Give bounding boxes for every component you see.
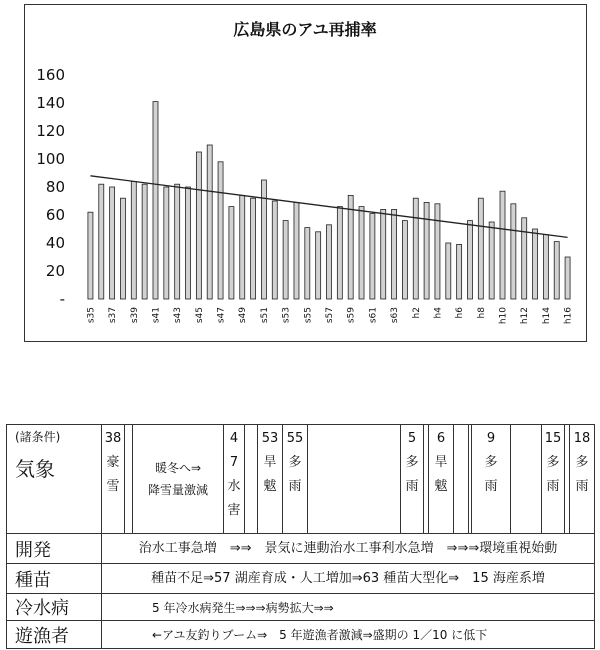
weather-text: 多: [575, 455, 589, 470]
bar-series: [88, 102, 570, 299]
weather-text: 魃: [263, 479, 277, 494]
weather-text: 害: [227, 503, 241, 518]
weather-label-cell: [7, 425, 102, 534]
weather-text: 38: [104, 431, 122, 446]
bar-s52: [272, 201, 277, 299]
x-tick-label: s37: [108, 307, 119, 324]
weather-cell: [401, 425, 424, 534]
bar-h1: [402, 221, 407, 299]
bar-s55: [305, 228, 310, 299]
weather-cell: [283, 425, 308, 534]
weather-cell-narrow: [125, 425, 133, 534]
y-tick-label: 120: [36, 122, 65, 140]
weather-cell: [258, 425, 283, 534]
bar-h14: [543, 235, 548, 299]
x-tick-label: s45: [194, 307, 205, 324]
weather-text: 雨: [575, 479, 589, 494]
weather-text: 15: [544, 431, 562, 446]
bar-s44: [186, 187, 191, 299]
bar-s39: [131, 181, 136, 299]
weather-text: 雨: [546, 479, 560, 494]
row-text: 治水工事急増 ⇒⇒ 景気に連動治水工事利水急増 ⇒⇒⇒環境重視始動: [102, 534, 595, 564]
weather-text: 暖冬へ⇒: [154, 461, 202, 475]
x-axis: [86, 307, 573, 324]
bar-h7: [467, 221, 472, 299]
weather-text: 55: [286, 431, 304, 446]
weather-text: 53: [261, 431, 279, 446]
weather-cell: [542, 425, 565, 534]
bar-s48: [229, 207, 234, 299]
y-tick-label: 160: [36, 66, 65, 84]
weather-text: 多: [288, 455, 302, 470]
x-tick-label: s49: [238, 307, 249, 324]
weather-label: 気象: [15, 457, 55, 481]
bar-s62: [381, 209, 386, 299]
weather-text: 雨: [288, 479, 302, 494]
y-axis: [36, 66, 65, 308]
x-tick-label: s63: [390, 307, 401, 324]
x-tick-label: s39: [129, 307, 140, 324]
row-text: 種苗不足⇒57 湖産育成・人工増加⇒63 種苗大型化⇒ 15 海産系増: [102, 564, 595, 594]
weather-cell-empty: [511, 425, 542, 534]
y-tick-label: 80: [45, 178, 65, 196]
x-tick-label: h10: [498, 307, 509, 325]
chart-title: 広島県のアユ再捕率: [233, 20, 377, 39]
y-tick-label: 40: [45, 234, 65, 252]
y-tick-label: 140: [36, 94, 65, 112]
bar-s63: [392, 209, 397, 299]
bar-s60: [359, 207, 364, 299]
x-tick-label: s51: [259, 307, 270, 324]
bar-h10: [500, 191, 505, 299]
weather-cell: [472, 425, 511, 534]
bar-s61: [370, 214, 375, 299]
bar-h16: [565, 257, 570, 299]
bar-s49: [240, 195, 245, 299]
bar-h12: [522, 218, 527, 299]
row-text: ←アユ友釣りブーム⇒ 5 年遊漁者激減⇒盛期の 1／10 に低下: [102, 621, 595, 649]
x-tick-label: s35: [86, 307, 97, 324]
row-label: 冷水病: [7, 594, 102, 621]
weather-cell: [570, 425, 595, 534]
weather-text: 6: [436, 431, 446, 446]
weather-text: 多: [484, 455, 498, 470]
chart-svg: [25, 5, 586, 341]
weather-note-cell: [133, 425, 224, 534]
bar-s57: [327, 225, 332, 299]
weather-cell: [224, 425, 245, 534]
bar-s43: [175, 184, 180, 299]
bar-s36: [99, 184, 104, 299]
bar-h6: [457, 244, 462, 299]
bar-s53: [283, 221, 288, 299]
y-tick-label: -: [59, 290, 65, 308]
bar-s54: [294, 202, 299, 299]
bar-s58: [337, 207, 342, 299]
bar-s59: [348, 195, 353, 299]
x-tick-label: h16: [563, 307, 574, 325]
bar-h15: [554, 242, 559, 299]
bar-s42: [164, 187, 169, 299]
weather-text: 水: [227, 479, 241, 494]
y-tick-label: 60: [45, 206, 65, 224]
bar-h9: [489, 222, 494, 299]
bar-s50: [251, 198, 256, 299]
weather-text: 5: [407, 431, 417, 446]
bar-h2: [413, 198, 418, 299]
weather-text: 豪: [106, 455, 120, 470]
weather-text: 多: [546, 455, 560, 470]
x-tick-label: s43: [173, 307, 184, 324]
weather-text: 旱: [434, 455, 448, 470]
x-tick-label: h6: [455, 307, 466, 319]
x-tick-label: s57: [325, 307, 335, 324]
table-row: [7, 534, 595, 564]
table-row: [7, 621, 595, 649]
x-tick-label: h12: [520, 307, 531, 325]
bar-h5: [446, 243, 451, 299]
bar-s35: [88, 212, 93, 299]
y-tick-label: 100: [36, 150, 65, 168]
bar-s56: [316, 232, 321, 299]
weather-text: 4: [229, 431, 239, 446]
weather-text: 雨: [405, 479, 419, 494]
weather-cell-narrow: [454, 425, 469, 534]
row-label: 遊漁者: [7, 621, 102, 649]
weather-text: 旱: [263, 455, 277, 470]
x-tick-label: s55: [303, 307, 314, 324]
x-tick-label: s53: [281, 307, 292, 324]
x-tick-label: h8: [476, 307, 487, 319]
weather-text: 降雪量激減: [147, 483, 208, 497]
x-tick-label: s41: [151, 307, 162, 324]
weather-text: 多: [405, 455, 419, 470]
weather-text: 魃: [434, 479, 448, 494]
weather-text: 18: [573, 431, 591, 446]
bar-h13: [533, 229, 538, 299]
x-tick-label: h4: [433, 307, 444, 319]
bar-s47: [218, 162, 223, 299]
weather-row: [7, 425, 595, 534]
y-tick-label: 20: [45, 262, 65, 280]
weather-cell: [102, 425, 125, 534]
x-tick-label: h14: [541, 307, 552, 325]
bar-s46: [207, 145, 212, 299]
weather-cell: [429, 425, 454, 534]
chart-frame: [24, 4, 587, 342]
table-row: [7, 564, 595, 594]
row-text: 5 年冷水病発生⇒⇒⇒病勢拡大⇒⇒: [102, 594, 595, 621]
weather-text: 9: [486, 431, 496, 446]
row-label: 開発: [7, 534, 102, 564]
weather-cell-empty: [308, 425, 401, 534]
weather-text: 雪: [106, 479, 120, 494]
bar-s41: [153, 102, 158, 299]
x-tick-label: s47: [216, 307, 227, 324]
bar-h8: [478, 198, 483, 299]
x-tick-label: s61: [368, 307, 379, 324]
weather-cell-narrow: [245, 425, 258, 534]
conditions-table: [6, 424, 595, 649]
bar-s37: [110, 187, 115, 299]
bar-h4: [435, 204, 440, 299]
bar-h11: [511, 204, 516, 299]
x-tick-label: h2: [411, 307, 422, 319]
weather-text: 雨: [484, 479, 498, 494]
bar-h3: [424, 202, 429, 299]
bar-s45: [196, 152, 201, 299]
row-label: 種苗: [7, 564, 102, 594]
bar-s40: [142, 184, 147, 299]
conditions-label: (諸条件): [15, 430, 61, 444]
table-row: [7, 594, 595, 621]
x-tick-label: s59: [346, 307, 357, 324]
weather-text: 7: [229, 455, 239, 470]
bar-s38: [120, 198, 125, 299]
